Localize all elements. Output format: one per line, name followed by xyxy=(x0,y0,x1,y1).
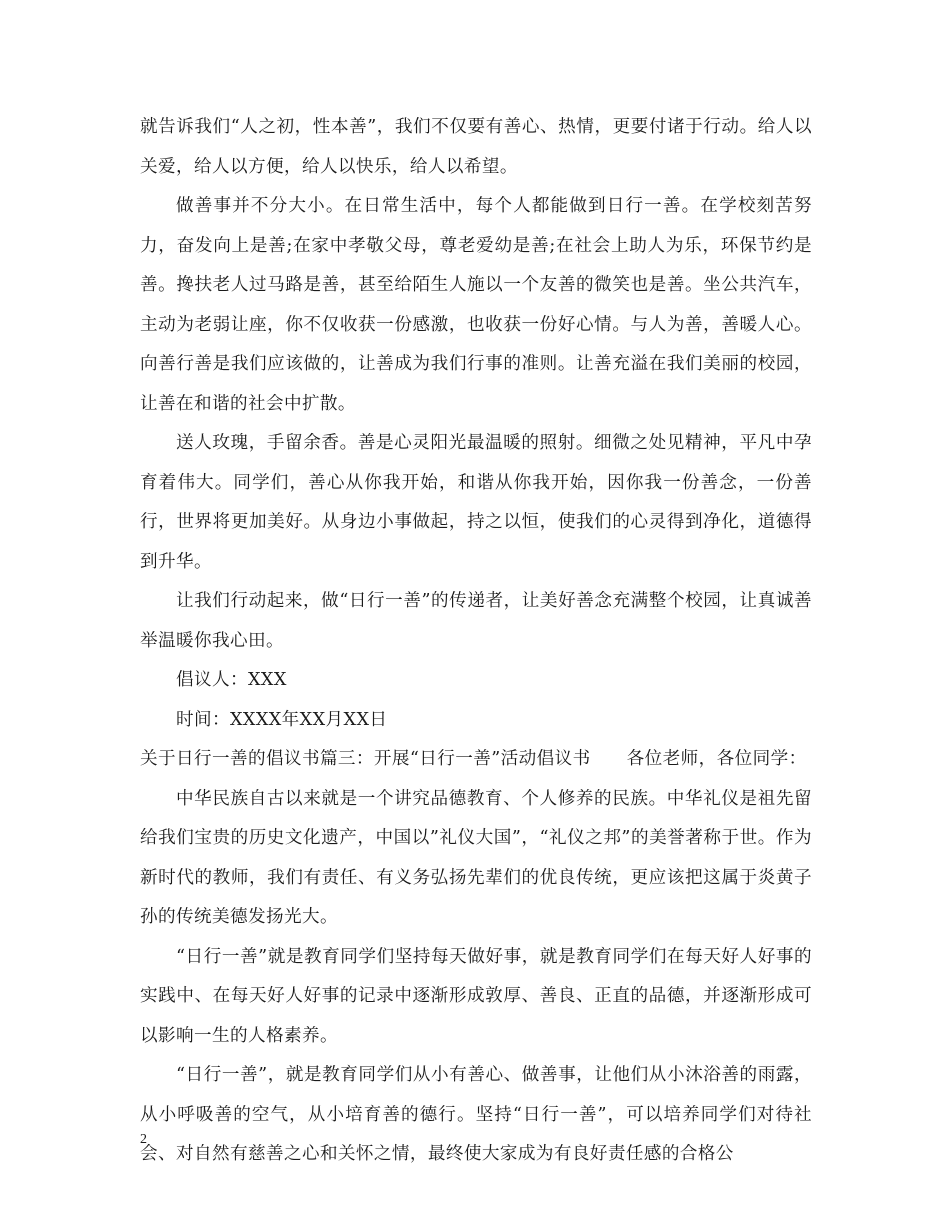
paragraph-9: “日行一善”就是教育同学们坚持每天做好事，就是教育同学们在每天好人好事的实践中、在每天好人好事的记录中逐渐形成敦厚、善良、正直的品德，并逐渐形成可以影响一生的人格素养。 xyxy=(140,946,812,1046)
paragraph-10: “日行一善”，就是教育同学们从小有善心、做善事，让他们从小沐浴善的雨露，从小呼吸善的空气，从小培育善的德行。坚持“日行一善”，可以培养同学们对待社会、对自然有慈善之心和关怀之情，最终使大家成为有良好责任感的合格公 xyxy=(140,1065,812,1164)
document-body xyxy=(140,108,812,1175)
paragraph-8: 中华民族自古以来就是一个讲究品德教育、个人修养的民族。中华礼仪是祖先留给我们宝贵的历史文化遗产，中国以”礼仪大国”，“礼仪之邦”的美誉著称于世。作为新时代的教师，我们有责任、有义务弘扬先辈们的优良传统，更应该把这属于炎黄子孙的传统美德发扬光大。 xyxy=(140,788,812,927)
paragraph-1: 就告诉我们“人之初，性本善”，我们不仅要有善心、热情，更要付诸于行动。给人以关爱，给人以方便，给人以快乐，给人以希望。 xyxy=(140,117,812,177)
date-line: 时间：XXXX年XX月XX日 xyxy=(176,709,388,730)
section-title-line: 关于日行一善的倡议书篇三：开展“日行一善”活动倡议书 各位老师，各位同学： xyxy=(140,749,807,769)
page-number: 2 xyxy=(140,1132,147,1147)
paragraph-3: 送人玫瑰，手留余香。善是心灵阳光最温暖的照射。细微之处见精神，平凡中孕育着伟大。同学们，善心从你我开始，和谐从你我开始，因你我一份善念，一份善行，世界将更加美好。从身边小事做起，持之以恒，使我们的心灵得到净化，道德得到升华。 xyxy=(140,433,812,572)
paragraph-4: 让我们行动起来，做“日行一善”的传递者，让美好善念充满整个校园，让真诚善举温暖你我心田。 xyxy=(140,591,812,651)
paragraph-2: 做善事并不分大小。在日常生活中，每个人都能做到日行一善。在学校刻苦努力，奋发向上是善;在家中孝敬父母，尊老爱幼是善;在社会上助人为乐，环保节约是善。搀扶老人过马路是善，甚至给陌生人施以一个友善的微笑也是善。坐公共汽车，主动为老弱让座，你不仅收获一份感激，也收获一份好心情。与人为善，善暖人心。向善行善是我们应该做的，让善成为我们行事的准则。让善充溢在我们美丽的校园，让善在和谐的社会中扩散。 xyxy=(140,196,812,414)
signer-line: 倡议人：XXX xyxy=(176,670,287,690)
